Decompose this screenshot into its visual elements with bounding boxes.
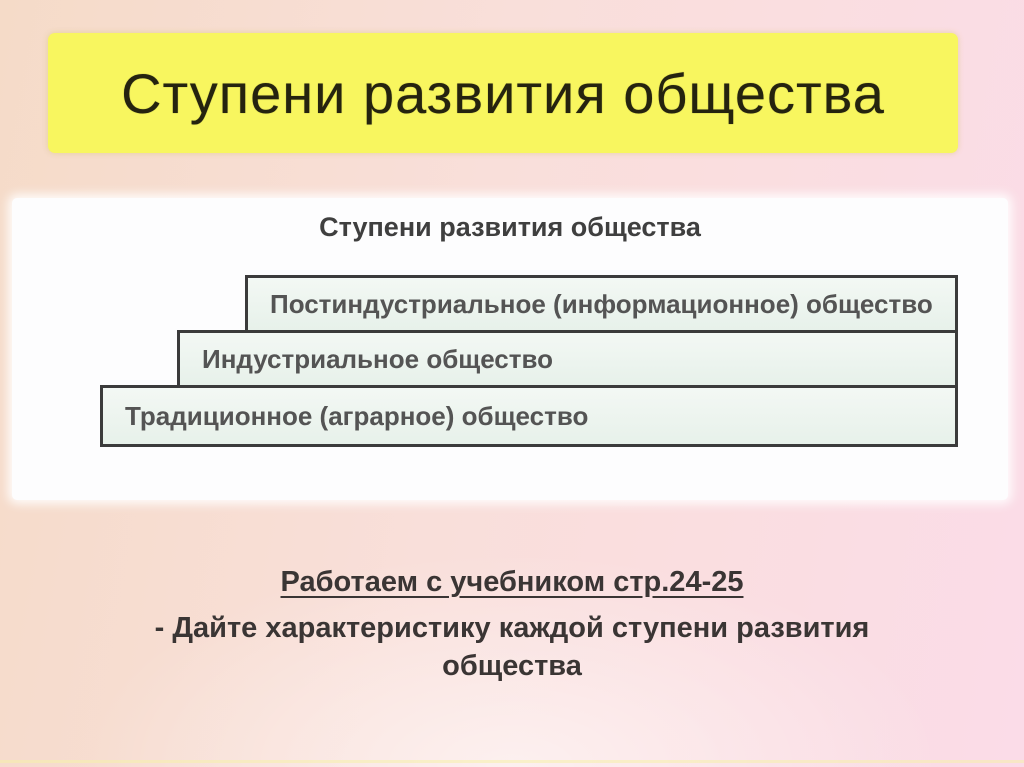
- diagram-panel: [12, 198, 1008, 500]
- step-industrial-label: Индустриальное общество: [202, 343, 554, 374]
- step-postindustrial: [245, 275, 958, 333]
- assignment-heading: Работаем с учебником стр.24-25: [280, 566, 744, 598]
- step-traditional: [100, 385, 958, 447]
- diagram-title: Ступени развития общества: [319, 212, 701, 242]
- assignment-instruction: - Дайте характеристику каждой ступени развития общества: [154, 612, 870, 683]
- assignment-block: [0, 566, 1024, 686]
- slide-bottom-edge: [0, 760, 1024, 763]
- step-postindustrial-label: Постиндустриальное (информационное) общество: [270, 288, 933, 319]
- slide-title: Ступени развития общества: [121, 61, 885, 125]
- step-traditional-label: Традиционное (аграрное) общество: [125, 400, 589, 431]
- slide-title-banner: [48, 33, 958, 153]
- step-industrial: [177, 330, 958, 388]
